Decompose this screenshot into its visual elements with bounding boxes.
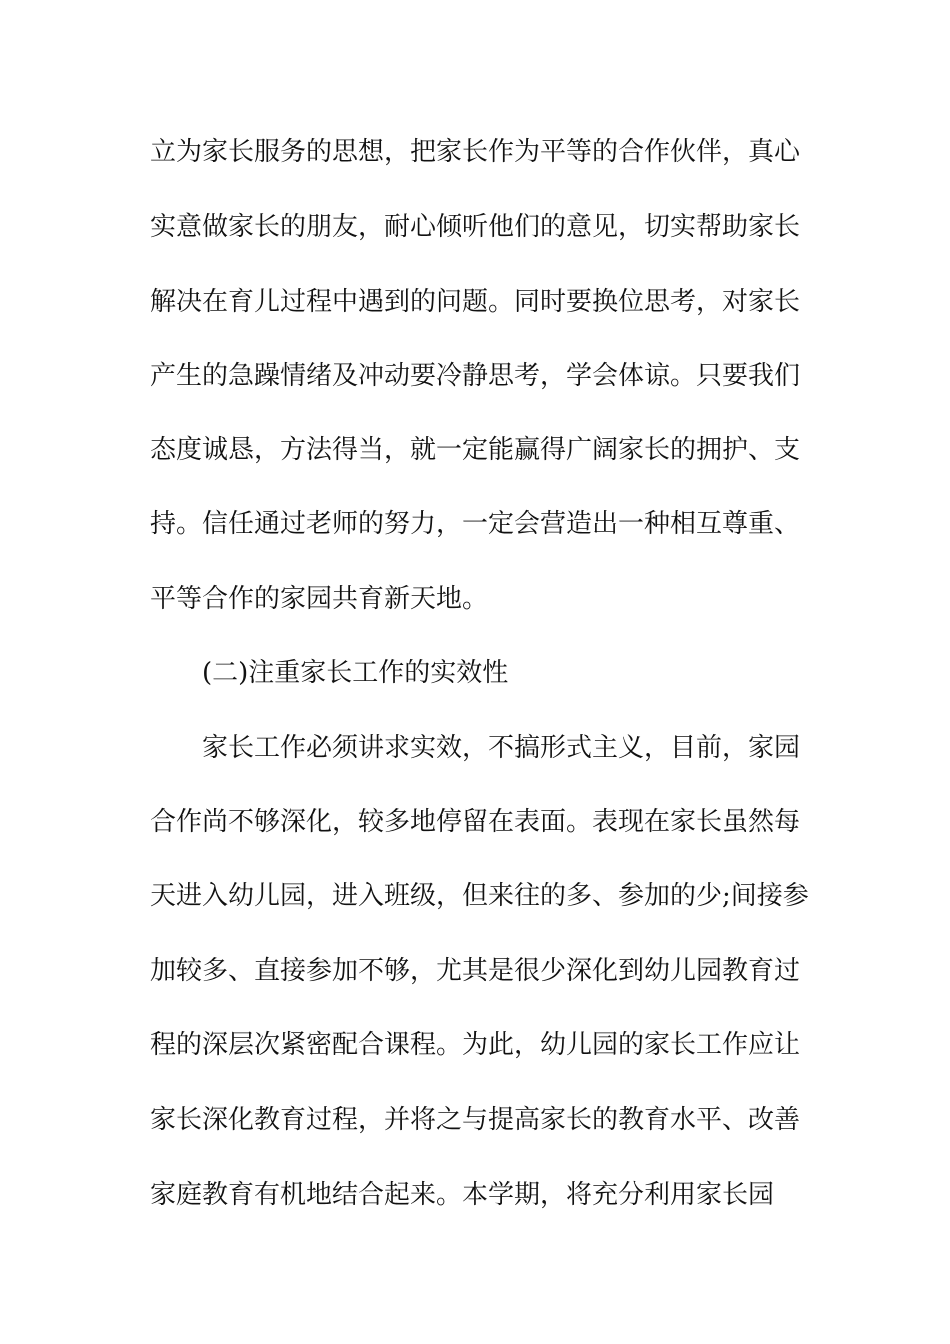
paragraph-line: 家庭教育有机地结合起来。本学期，将充分利用家长园 (150, 1180, 775, 1210)
paragraph-line: 持。信任通过老师的努力，一定会营造出一种相互尊重、 (150, 509, 801, 539)
paragraph-line: 天进入幼儿园，进入班级，但来往的多、参加的少;间接参 (150, 881, 809, 911)
paragraph-line: 合作尚不够深化，较多地停留在表面。表现在家长虽然每 (150, 807, 801, 837)
paragraph-line: 解决在育儿过程中遇到的问题。同时要换位思考，对家长 (150, 287, 801, 317)
paragraph-line: 立为家长服务的思想，把家长作为平等的合作伙伴，真心 (150, 137, 801, 167)
paragraph-line: 程的深层次紧密配合课程。为此，幼儿园的家长工作应让 (150, 1030, 801, 1060)
paragraph-line: 加较多、直接参加不够，尤其是很少深化到幼儿园教育过 (150, 956, 801, 986)
paragraph-line: 家长工作必须讲求实效，不搞形式主义，目前，家园 (202, 733, 801, 763)
paragraph-line: 平等合作的家园共育新天地。 (150, 584, 489, 614)
paragraph-line: 态度诚恳，方法得当，就一定能赢得广阔家长的拥护、支 (150, 435, 801, 465)
section-heading: (二)注重家长工作的实效性 (202, 658, 509, 688)
paragraph-line: 实意做家长的朋友，耐心倾听他们的意见，切实帮助家长 (150, 212, 801, 242)
paragraph-line: 家长深化教育过程，并将之与提高家长的教育水平、改善 (150, 1105, 801, 1135)
paragraph-line: 产生的急躁情绪及冲动要冷静思考，学会体谅。只要我们 (150, 361, 801, 391)
